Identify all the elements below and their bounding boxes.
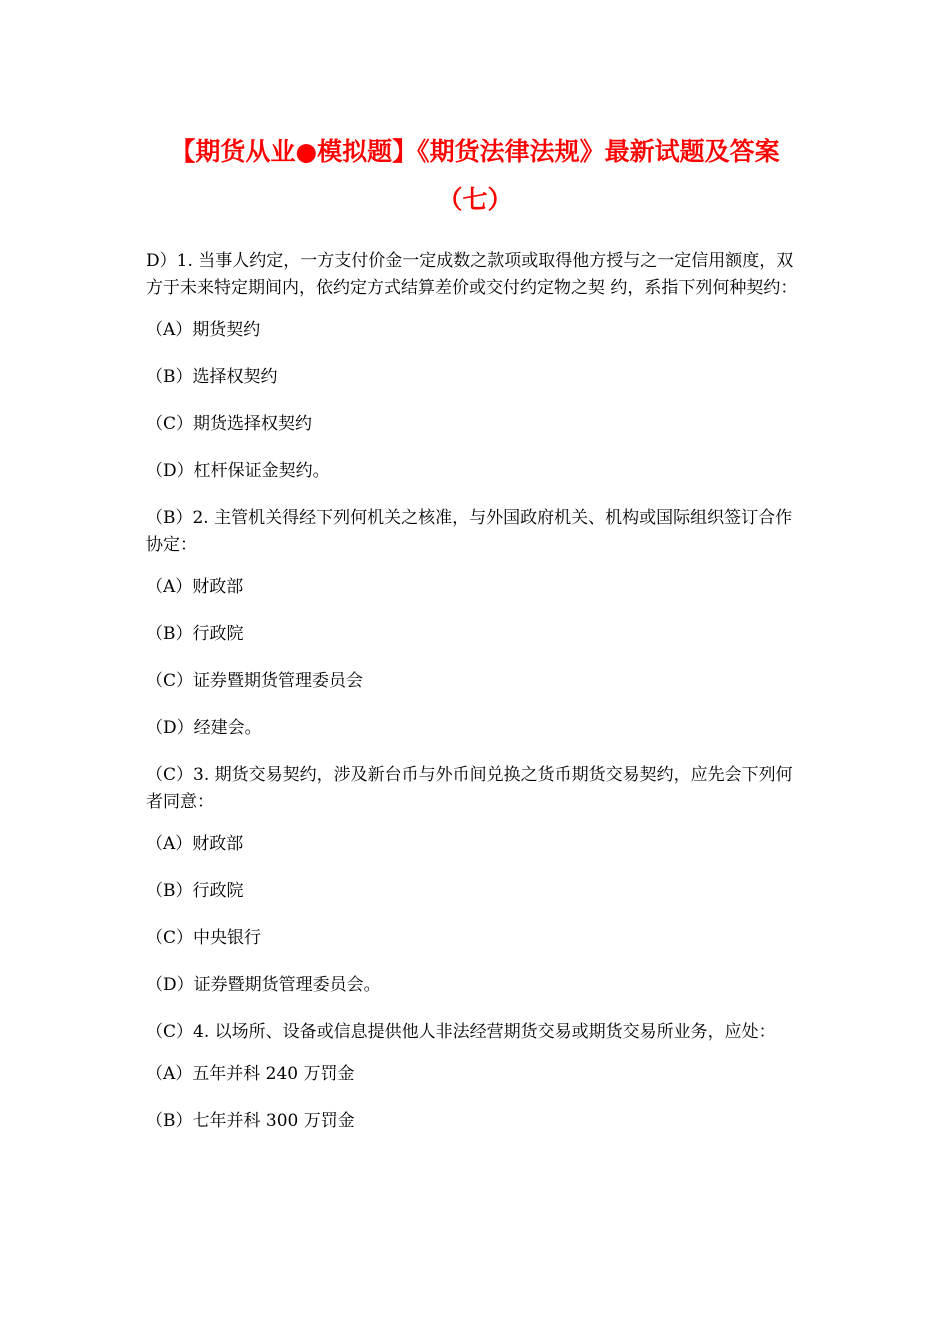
question-3-option-b: （B）行政院 (146, 881, 244, 901)
question-1-option-a: （A）期货契约 (146, 320, 261, 340)
question-2-option-c: （C）证券暨期货管理委员会 (146, 671, 364, 691)
question-4-option-b: （B）七年并科 300 万罚金 (146, 1111, 355, 1131)
document-title: 【期货从业●模拟题】《期货法律法规》最新试题及答案 (170, 137, 780, 166)
question-1-option-c: （C）期货选择权契约 (146, 414, 313, 434)
question-2-option-b: （B）行政院 (146, 624, 244, 644)
question-3-option-d: （D）证券暨期货管理委员会。 (146, 975, 381, 995)
question-1-text: D）1. 当事人约定，一方支付价金一定成数之款项或取得他方授与之一定信用额度，双方于未来特定期间内，依约定方式结算差价或交付约定物之契 约，系指下列何种契约： (146, 251, 798, 298)
question-2-option-d: （D）经建会。 (146, 718, 262, 738)
question-3-option-c: （C）中央银行 (146, 928, 262, 948)
question-1-option-d: （D）杠杆保证金契约。 (146, 461, 330, 481)
question-4-text: （C）4. 以场所、设备或信息提供他人非法经营期货交易或期货交易所业务，应处： (146, 1022, 776, 1042)
question-1-option-b: （B）选择权契约 (146, 367, 278, 387)
question-2-option-a: （A）财政部 (146, 577, 244, 597)
question-4-option-a: （A）五年并科 240 万罚金 (146, 1064, 355, 1084)
question-3-text: （C）3. 期货交易契约，涉及新台币与外币间兑换之货币期货交易契约，应先会下列何者同意： (146, 765, 793, 812)
document-subtitle: （七） (437, 185, 513, 214)
question-2-text: （B）2. 主管机关得经下列何机关之核准，与外国政府机关、机构或国际组织签订合作协定： (146, 508, 793, 555)
question-list (146, 248, 806, 1155)
question-3-option-a: （A）财政部 (146, 834, 244, 854)
